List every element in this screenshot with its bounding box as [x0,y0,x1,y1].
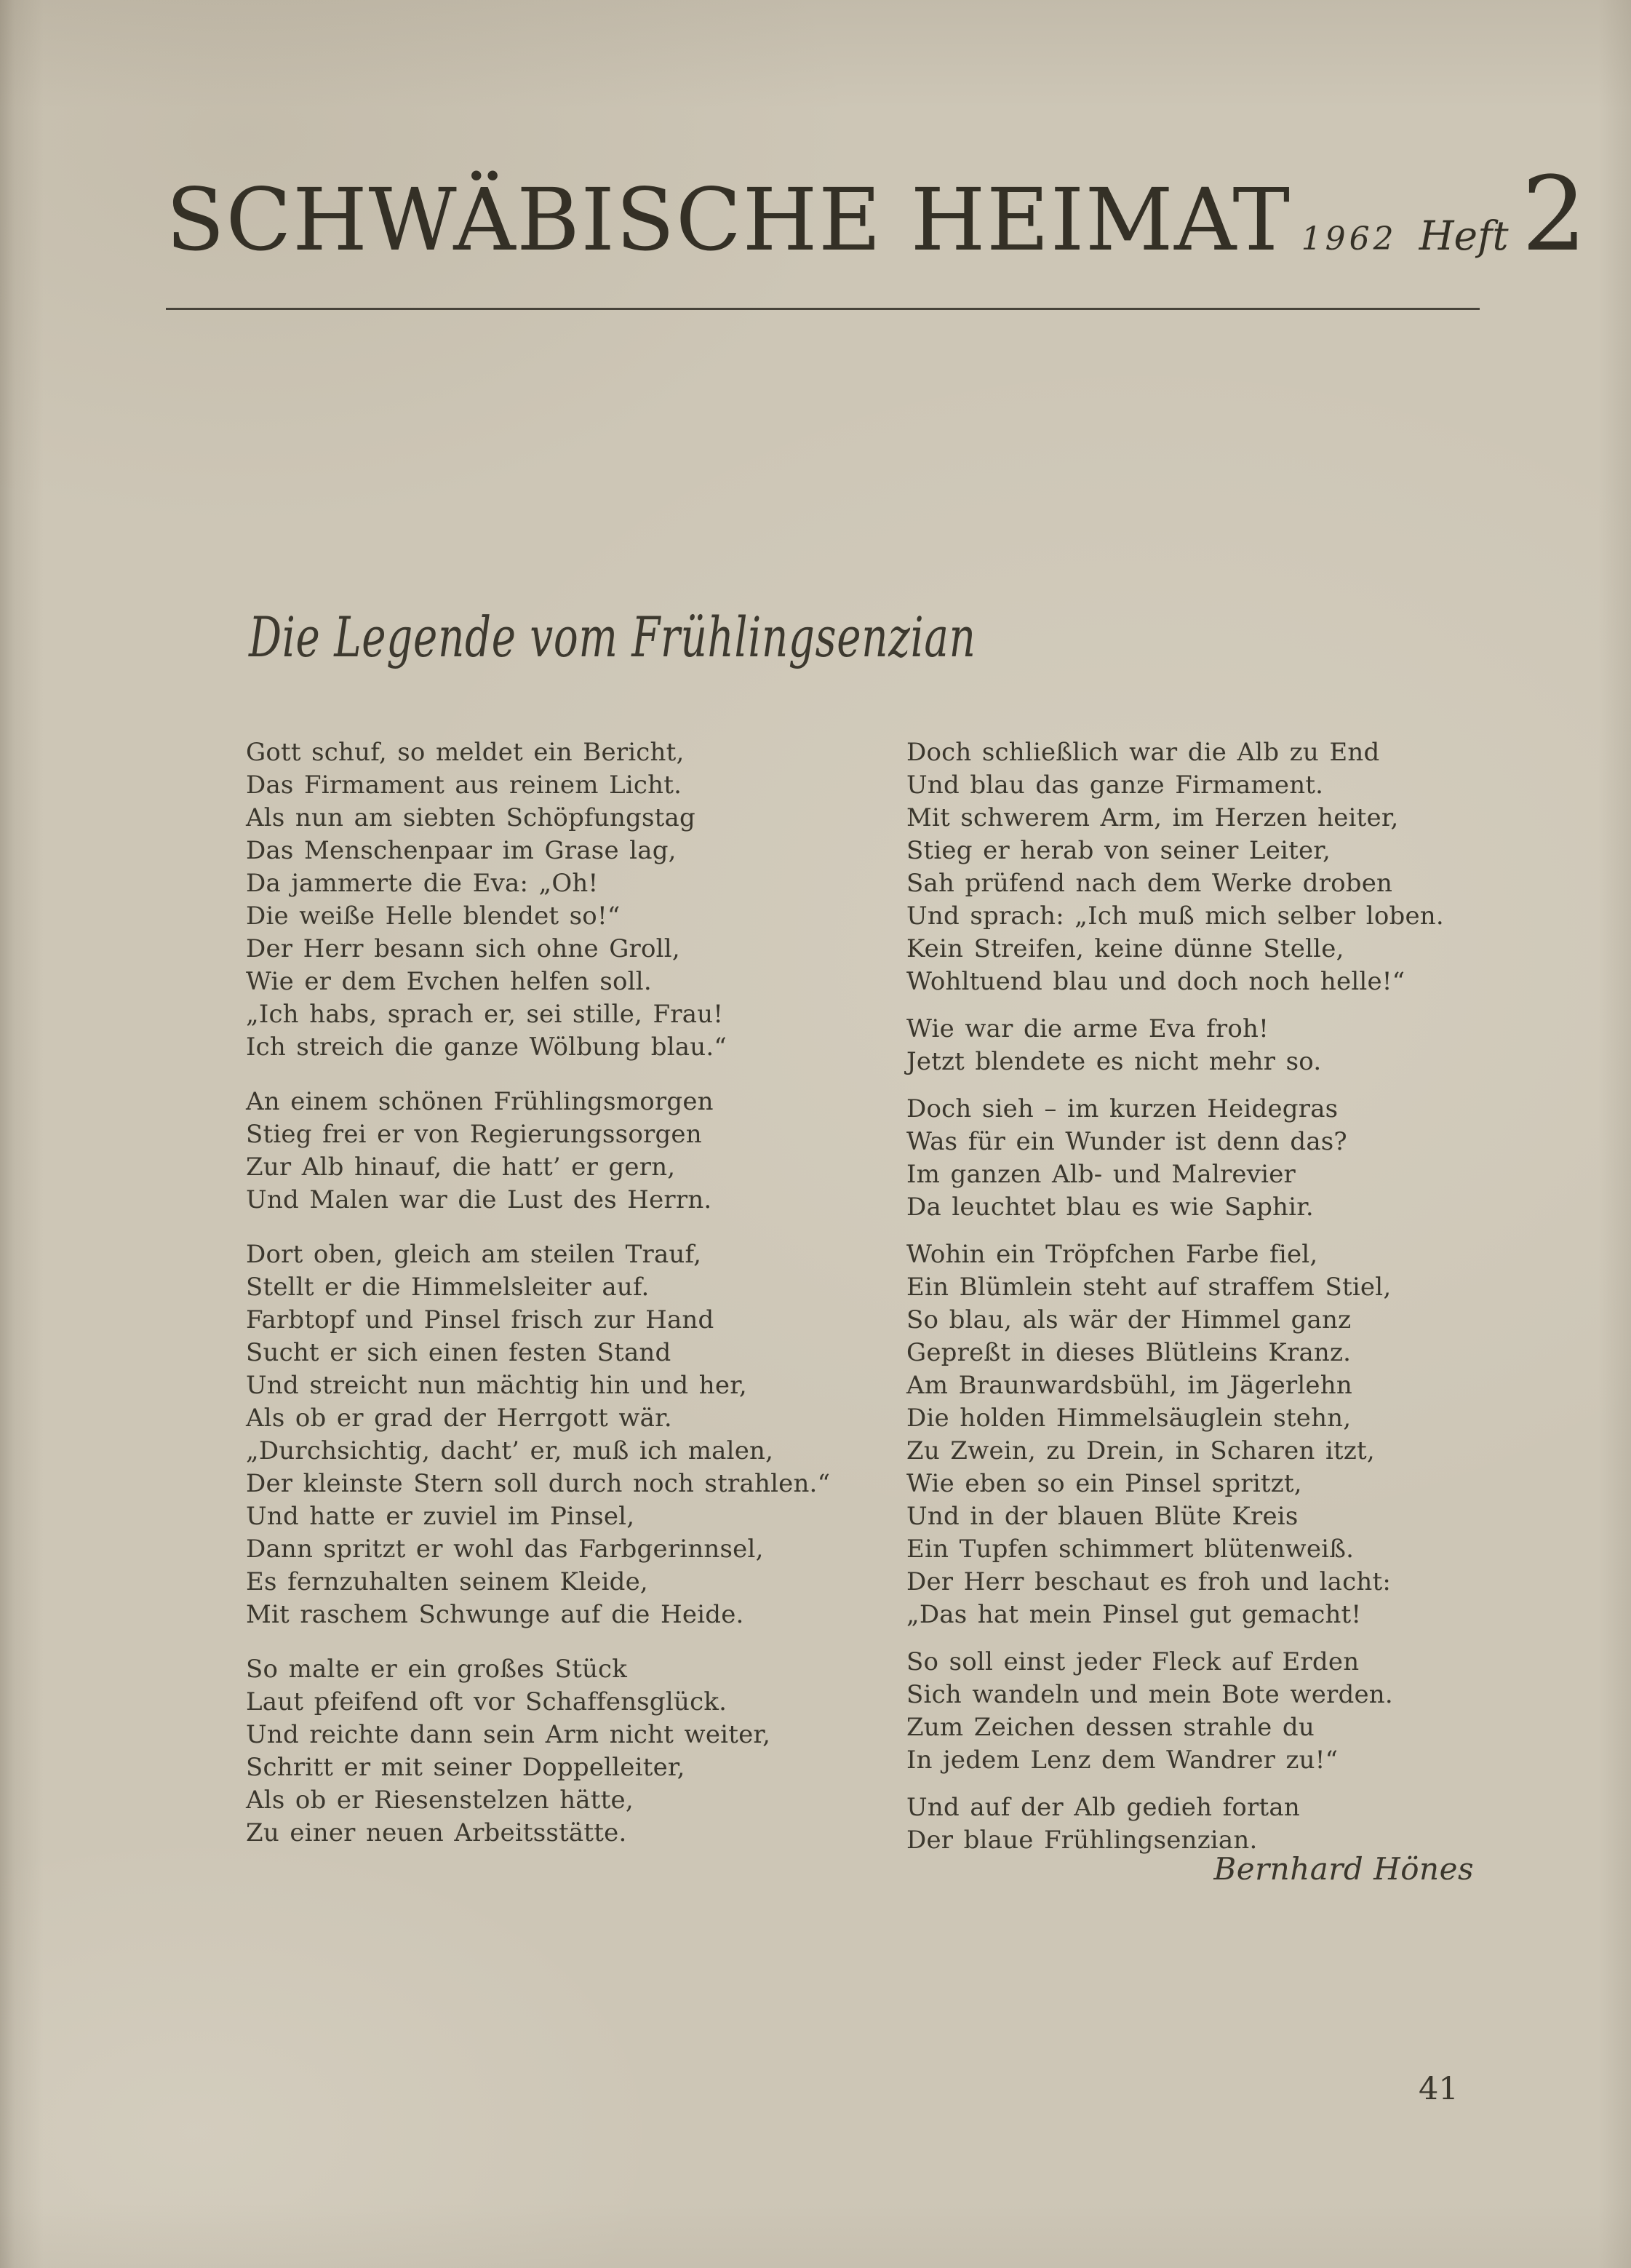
poem-line: Und in der blauen Blüte Kreis [906,1502,1299,1531]
poem-line: Jetzt blendete es nicht mehr so. [906,1047,1322,1076]
poem-line: Mit schwerem Arm, im Herzen heiter, [906,803,1399,832]
poem-line: „Das hat mein Pinsel gut gemacht! [906,1600,1362,1629]
poem-line: Ein Blümlein steht auf straffem Stiel, [906,1273,1392,1302]
poem-line: Stieg frei er von Regierungssorgen [246,1120,702,1149]
poem-line: Wie eben so ein Pinsel spritzt, [906,1469,1302,1498]
poem-line: Was für ein Wunder ist denn das? [906,1127,1347,1156]
poem-line: Und sprach: „Ich muß mich selber loben. [906,902,1444,931]
poem-line: Der blaue Frühlingsenzian. [906,1826,1258,1855]
poem-line: Es fernzuhalten seinem Kleide, [246,1567,648,1596]
poem-stanza [906,736,1444,998]
poem-line: Als ob er Riesenstelzen hätte, [246,1786,634,1815]
poem-line: Als nun am siebten Schöpfungstag [246,803,695,832]
poem-line: Da leuchtet blau es wie Saphir. [906,1193,1314,1222]
poem-line: Zu einer neuen Arbeitsstätte. [246,1818,627,1847]
poem-stanza [246,1086,830,1217]
poem-line: Der kleinste Stern soll durch noch strahlen.“ [246,1469,831,1498]
poem-line: Doch schließlich war die Alb zu End [906,738,1380,767]
poem-column-left [246,736,830,1871]
poem-line: Sucht er sich einen festen Stand [246,1338,671,1367]
poem-line: Das Firmament aus reinem Licht. [246,771,682,800]
poem-line: Und hatte er zuviel im Pinsel, [246,1502,635,1531]
poem-line: Und streicht nun mächtig hin und her, [246,1371,747,1400]
poem-line: Wie er dem Evchen helfen soll. [246,967,652,996]
poem-line: Im ganzen Alb- und Malrevier [906,1160,1296,1189]
poem-stanza [246,736,830,1064]
poem-line: So blau, als wär der Himmel ganz [906,1305,1352,1334]
poem-stanza [906,1013,1444,1078]
poem-line: Und reichte dann sein Arm nicht weiter, [246,1720,771,1749]
issue-label: Heft [1419,212,1509,259]
poem-line: Zum Zeichen dessen strahle du [906,1713,1315,1742]
poem-line: „Ich habs, sprach er, sei stille, Frau! [246,1000,724,1029]
poem-line: Ein Tupfen schimmert blütenweiß. [906,1535,1355,1564]
author-name: Bernhard Hönes [1213,1851,1474,1887]
poem-line: Das Menschenpaar im Grase lag, [246,836,677,865]
poem-line: Und auf der Alb gedieh fortan [906,1793,1300,1822]
masthead-rule [166,308,1480,310]
poem-line: Stieg er herab von seiner Leiter, [906,836,1331,865]
poem-line: Da jammerte die Eva: „Oh! [246,869,599,898]
poem-line: Ich streich die ganze Wölbung blau.“ [246,1032,727,1062]
poem-line: Mit raschem Schwunge auf die Heide. [246,1600,744,1629]
masthead [166,155,1587,274]
poem-line: Und Malen war die Lust des Herrn. [246,1185,712,1214]
poem-stanza [246,1653,830,1850]
poem-line: „Durchsichtig, dacht’ er, muß ich malen, [246,1436,774,1465]
poem-line: Schritt er mit seiner Doppelleiter, [246,1753,685,1782]
poem-line: So soll einst jeder Fleck auf Erden [906,1647,1360,1676]
poem-line: Farbtopf und Pinsel frisch zur Hand [246,1305,714,1334]
poem-stanza [906,1093,1444,1224]
poem-line: Sah prüfend nach dem Werke droben [906,869,1393,898]
poem-line: Dann spritzt er wohl das Farbgerinnsel, [246,1535,764,1564]
poem-line: Und blau das ganze Firmament. [906,771,1324,800]
article-title: Die Legende vom Frühlingsenzian [249,605,976,669]
poem-line: Als ob er grad der Herrgott wär. [246,1404,672,1433]
poem-stanza [906,1646,1444,1777]
poem-line: Der Herr beschaut es froh und lacht: [906,1567,1391,1596]
issue-number: 2 [1521,155,1587,274]
poem-line: Wohltuend blau und doch noch helle!“ [906,967,1405,996]
poem-line: Die weiße Helle blendet so!“ [246,902,621,931]
page-number: 41 [1419,2071,1459,2107]
poem-line: Wohin ein Tröpfchen Farbe fiel, [906,1240,1318,1269]
poem-column-right [906,736,1444,1871]
poem-line: Zur Alb hinauf, die hatt’ er gern, [246,1153,676,1182]
issue-year: 1962 [1301,220,1397,258]
poem-stanza [906,1238,1444,1631]
poem-stanza [246,1238,830,1631]
poem-line: Am Braunwardsbühl, im Jägerlehn [906,1371,1352,1400]
poem-line: In jedem Lenz dem Wandrer zu!“ [906,1746,1339,1775]
poem-line: Doch sieh – im kurzen Heidegras [906,1094,1339,1123]
poem-line: An einem schönen Frühlingsmorgen [246,1087,714,1116]
poem-line: So malte er ein großes Stück [246,1655,628,1684]
poem-line: Dort oben, gleich am steilen Trauf, [246,1240,702,1269]
poem-line: Stellt er die Himmelsleiter auf. [246,1273,650,1302]
poem-line: Gott schuf, so meldet ein Bericht, [246,738,685,767]
poem-line: Wie war die arme Eva froh! [906,1014,1269,1043]
magazine-title: SCHWÄBISCHE HEIMAT [166,170,1291,270]
poem-line: Gepreßt in dieses Blütleins Kranz. [906,1338,1352,1367]
poem-line: Sich wandeln und mein Bote werden. [906,1680,1393,1709]
poem-line: Die holden Himmelsäuglein stehn, [906,1404,1352,1433]
poem-line: Kein Streifen, keine dünne Stelle, [906,934,1344,963]
poem-line: Zu Zwein, zu Drein, in Scharen itzt, [906,1436,1375,1465]
poem-line: Laut pfeifend oft vor Schaffensglück. [246,1687,727,1716]
poem-line: Der Herr besann sich ohne Groll, [246,934,680,963]
poem-stanza [906,1791,1444,1857]
